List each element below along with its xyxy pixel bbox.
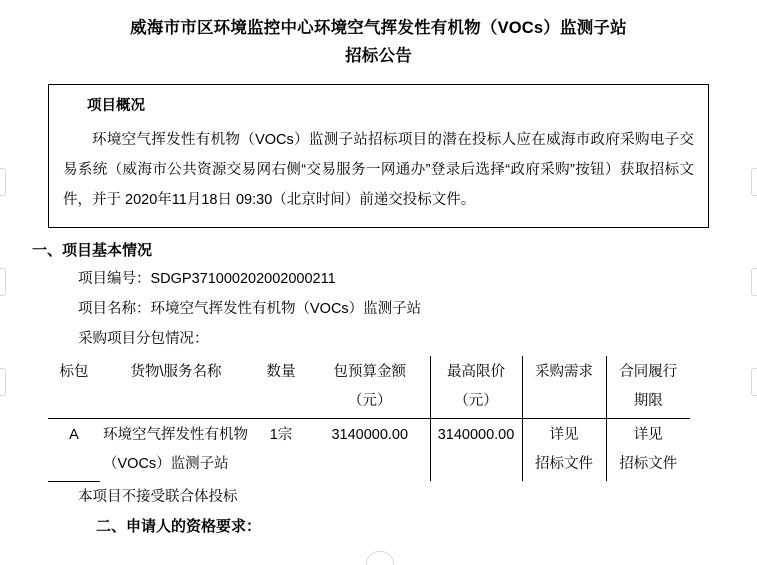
- package-table: [48, 356, 690, 481]
- field-project-number: [78, 264, 757, 294]
- col-header-package: 标包: [59, 364, 89, 380]
- cell-package: A: [48, 419, 100, 482]
- col-header-budget: [310, 356, 430, 419]
- page-edge-mark: [751, 368, 757, 396]
- procurement-package-label: 采购项目分包情况：: [78, 331, 209, 347]
- cell-demand: [522, 419, 606, 482]
- field-project-number-value: SDGP371000202002000211: [150, 271, 336, 287]
- section-heading-basic-info: 一、项目基本情况: [32, 242, 153, 259]
- field-project-name: [78, 294, 757, 324]
- col-header-demand: 采购需求: [522, 356, 606, 419]
- project-overview-box: [48, 84, 709, 228]
- col-header-max-price: [430, 356, 522, 419]
- col-header-budget-line2: （元）: [348, 393, 392, 409]
- project-overview-heading: 项目概况: [87, 98, 145, 114]
- page-edge-mark: [751, 168, 757, 196]
- table-header-row: [48, 356, 690, 419]
- table-row: [48, 419, 690, 482]
- package-table-body: [48, 419, 690, 482]
- page-edge-mark: [0, 268, 6, 296]
- cell-name: 环境空气挥发性有机物（VOCs）监测子站: [100, 419, 252, 482]
- project-overview-body: 环境空气挥发性有机物（VOCs）监测子站招标项目的潜在投标人应在威海市政府采购电子交易系统（威海市公共资源交易网右侧“交易服务一网通办”登录后选择“政府采购”按钮）获取招标文件，并于 2020年11月18日 09:30（北京时间）前递交投标文件。: [63, 132, 694, 208]
- cell-budget: 3140000.00: [310, 419, 430, 482]
- cell-demand-line1: 详见: [549, 427, 579, 443]
- page-edge-mark: [0, 368, 6, 396]
- col-header-max-price-line1: 最高限价: [447, 364, 505, 380]
- col-header-max-price-line2: （元）: [454, 393, 498, 409]
- col-header-name: 货物\服务名称: [130, 364, 222, 380]
- package-table-head: [48, 356, 690, 419]
- field-project-name-label: 项目名称：: [78, 301, 151, 317]
- col-header-term-line2: 期限: [633, 393, 663, 409]
- consortium-note: 本项目不接受联合体投标: [78, 489, 238, 505]
- page-edge-mark: [751, 268, 757, 296]
- cell-term-line2: 招标文件: [619, 456, 678, 472]
- section-heading-qualifications: 二、申请人的资格要求：: [96, 518, 262, 535]
- cell-max-price: 3140000.00: [430, 419, 522, 482]
- cell-term-line1: 详见: [633, 427, 663, 443]
- page-bottom-mark: [366, 551, 394, 565]
- col-header-term-line1: 合同履行: [619, 364, 678, 380]
- page-edge-mark: [0, 168, 6, 196]
- col-header-budget-line1: 包预算金额: [333, 364, 406, 380]
- cell-term: [606, 419, 690, 482]
- col-header-term: [606, 356, 690, 419]
- page-title-line2: 招标公告: [345, 47, 412, 65]
- page-title-line1: 威海市市区环境监控中心环境空气挥发性有机物（VOCs）监测子站: [130, 19, 627, 37]
- cell-demand-line2: 招标文件: [535, 456, 593, 472]
- cell-quantity: 1宗: [252, 419, 310, 482]
- page-title: [60, 14, 697, 70]
- field-project-number-label: 项目编号：: [78, 271, 151, 287]
- field-project-name-value: 环境空气挥发性有机物（VOCs）监测子站: [150, 301, 422, 317]
- col-header-quantity: 数量: [266, 364, 296, 380]
